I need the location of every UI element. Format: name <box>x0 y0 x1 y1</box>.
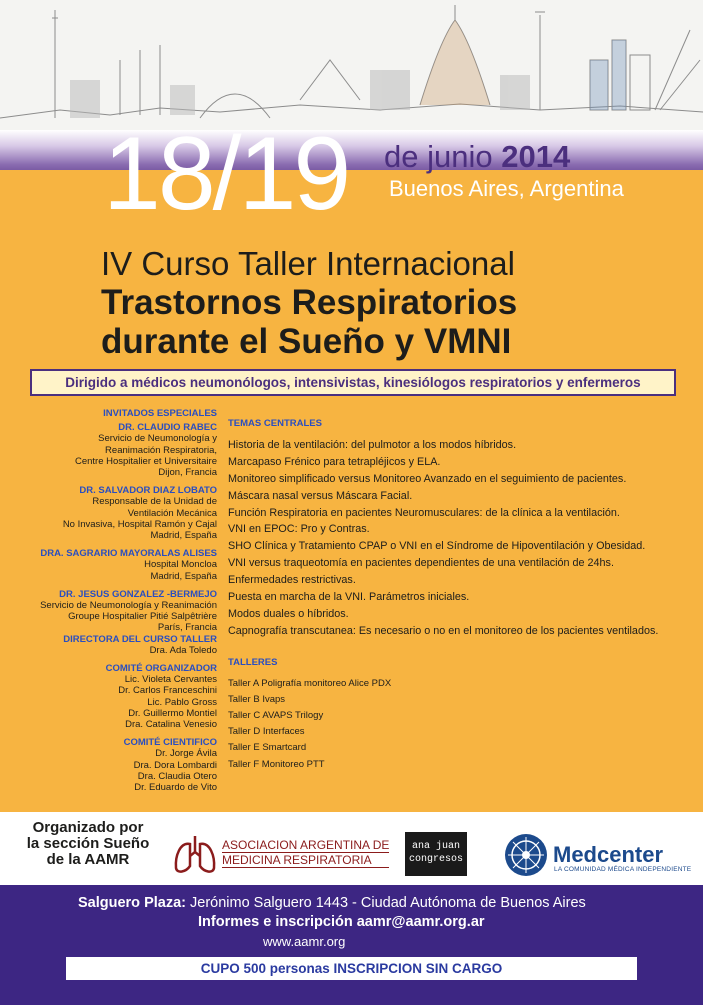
guest-detail: No Invasiva, Hospital Ramón y Cajal <box>62 518 217 530</box>
workshop-item: Taller E Smartcard <box>228 742 307 754</box>
topic-item: Capnografía transcutanea: Es necesario o no en el monitoreo de los pacientes ventilados. <box>228 624 659 637</box>
committee-member: Dr. Guillermo Montiel <box>128 707 217 719</box>
committee-member: Dr. Carlos Franceschini <box>118 685 217 697</box>
director-name: Dra. Ada Toledo <box>149 644 217 656</box>
guest-detail: Madrid, España <box>150 530 217 542</box>
guest-detail: Reanimación Respiratoria, <box>105 444 217 456</box>
guest-detail: Ventilación Mecánica <box>127 507 217 519</box>
guest-detail: Madrid, España <box>150 570 217 582</box>
guest-entry <box>20 589 217 634</box>
aamr-line: ASOCIACION ARGENTINA DE <box>222 838 390 852</box>
organizing-committee-heading: COMITÉ ORGANIZADOR <box>105 663 217 675</box>
aamr-line: MEDICINA RESPIRATORIA <box>222 853 389 868</box>
ana-juan-line: ana juan <box>411 841 460 852</box>
workshop-item: Taller F Monitoreo PTT <box>228 758 325 770</box>
ana-juan-line: congresos <box>408 854 463 865</box>
workshop-item: Taller C AVAPS Trilogy <box>228 710 324 722</box>
guest-name: DRA. SAGRARIO MAYORALAS ALISES <box>40 548 217 560</box>
organized-by-line: Organizado por <box>32 819 144 836</box>
city-skyline-banner <box>0 0 703 135</box>
event-year: 2014 <box>501 139 571 174</box>
topics-heading: TEMAS CENTRALES <box>228 418 322 429</box>
committee-member: Lic. Violeta Cervantes <box>124 674 217 686</box>
committee-member: Lic. Pablo Gross <box>147 696 217 708</box>
topic-item: SHO Clínica y Tratamiento CPAP o VNI en el Síndrome de Hipoventilación y Obesidad. <box>228 540 646 553</box>
venue-label: Salguero Plaza: <box>78 895 186 911</box>
committee-member: Dr. Jorge Ávila <box>155 748 217 760</box>
committee-member: Dra. Dora Lombardi <box>133 759 217 771</box>
topic-item: VNI en EPOC: Pro y Contras. <box>228 523 370 536</box>
medcenter-globe-icon <box>503 832 549 878</box>
topic-item: Enfermedades restrictivas. <box>228 574 356 587</box>
event-month: de junio <box>384 139 493 174</box>
organized-by-line: la sección Sueño <box>26 835 150 852</box>
lungs-icon <box>172 832 218 876</box>
guest-entry <box>20 422 217 478</box>
topic-item: Modos duales o híbridos. <box>228 607 349 620</box>
committee-member: Dra. Claudia Otero <box>137 770 217 782</box>
ana-juan-logo <box>405 832 467 876</box>
topic-item: Marcapaso Frénico para tetrapléjicos y ELA. <box>228 455 441 468</box>
aamr-logo-text <box>222 838 389 868</box>
guest-detail: Responsable de la Unidad de <box>92 496 217 508</box>
workshops-heading: TALLERES <box>228 656 278 668</box>
website-link[interactable]: www.aamr.org <box>263 934 346 949</box>
topic-item: Puesta en marcha de la VNI. Parámetros iniciales. <box>228 591 470 604</box>
guest-detail: Dijon, Francia <box>158 467 217 479</box>
topic-item: Historia de la ventilación: del pulmotor a los modos híbridos. <box>228 439 517 451</box>
skyline-illustration <box>0 0 703 135</box>
course-title-line2: Trastornos Respiratorios <box>101 283 518 322</box>
guest-detail: Hospital Moncloa <box>144 559 217 571</box>
registration-info: Informes e inscripción aamr@aamr.org.ar <box>198 914 485 930</box>
guest-entry <box>20 548 217 582</box>
left-column <box>20 408 217 793</box>
guest-detail: Centre Hospitalier et Universitaire <box>74 455 217 467</box>
event-month-year <box>384 139 570 175</box>
venue-line <box>78 895 586 911</box>
guest-detail: París, Francia <box>157 622 217 634</box>
course-title-line1: IV Curso Taller Internacional <box>101 245 515 282</box>
course-title-line3: durante el Sueño y VMNI <box>101 322 512 361</box>
workshop-item: Taller D Interfaces <box>228 726 305 738</box>
guest-detail: Servicio de Neumonología y Reanimación <box>40 600 217 612</box>
topic-item: Monitoreo simplificado versus Monitoreo Avanzado en el seguimiento de pacientes. <box>228 472 627 485</box>
topic-item: Máscara nasal versus Máscara Facial. <box>228 489 413 502</box>
workshop-item: Taller A Poligrafía monitoreo Alice PDX <box>228 677 392 689</box>
topic-item: VNI versus traqueotomía en pacientes dependientes de una ventilación de 24hs. <box>228 557 614 570</box>
organized-by-text <box>8 820 168 868</box>
guests-heading: INVITADOS ESPECIALES <box>103 408 217 419</box>
guest-name: DR. SALVADOR DIAZ LOBATO <box>79 485 217 497</box>
committee-member: Dr. Eduardo de Vito <box>134 782 217 794</box>
capacity-box: CUPO 500 personas INSCRIPCION SIN CARGO <box>66 957 637 980</box>
committee-member: Dra. Catalina Venesio <box>125 719 217 731</box>
guest-name: DR. CLAUDIO RABEC <box>118 422 217 434</box>
topic-item: Función Respiratoria en pacientes Neuromusculares: de la clínica a la ventilación. <box>228 506 620 519</box>
target-audience-box: Dirigido a médicos neumonólogos, intensivistas, kinesiólogos respiratorios y enfermeros <box>30 369 676 396</box>
scientific-committee-heading: COMITÉ CIENTIFICO <box>123 737 217 749</box>
organized-by-line: de la AAMR <box>46 851 130 868</box>
medcenter-tagline: LA COMUNIDAD MÉDICA INDEPENDIENTE <box>554 866 692 873</box>
director-heading: DIRECTORA DEL CURSO TALLER <box>63 633 217 645</box>
event-days: 18/19 <box>103 116 349 232</box>
medcenter-name: Medcenter <box>553 842 664 867</box>
event-city: Buenos Aires, Argentina <box>389 176 624 201</box>
workshop-item: Taller B Ivaps <box>228 693 286 705</box>
guest-name: DR. JESUS GONZALEZ -BERMEJO <box>59 588 217 600</box>
guest-detail: Groupe Hospitalier Pitié Salpêtrière <box>68 611 217 623</box>
guest-detail: Servicio de Neumonología y <box>98 433 217 445</box>
venue-address: Jerónimo Salguero 1443 - Ciudad Autónoma de Buenos Aires <box>185 895 586 911</box>
right-column <box>228 418 698 773</box>
guest-entry <box>20 485 217 541</box>
